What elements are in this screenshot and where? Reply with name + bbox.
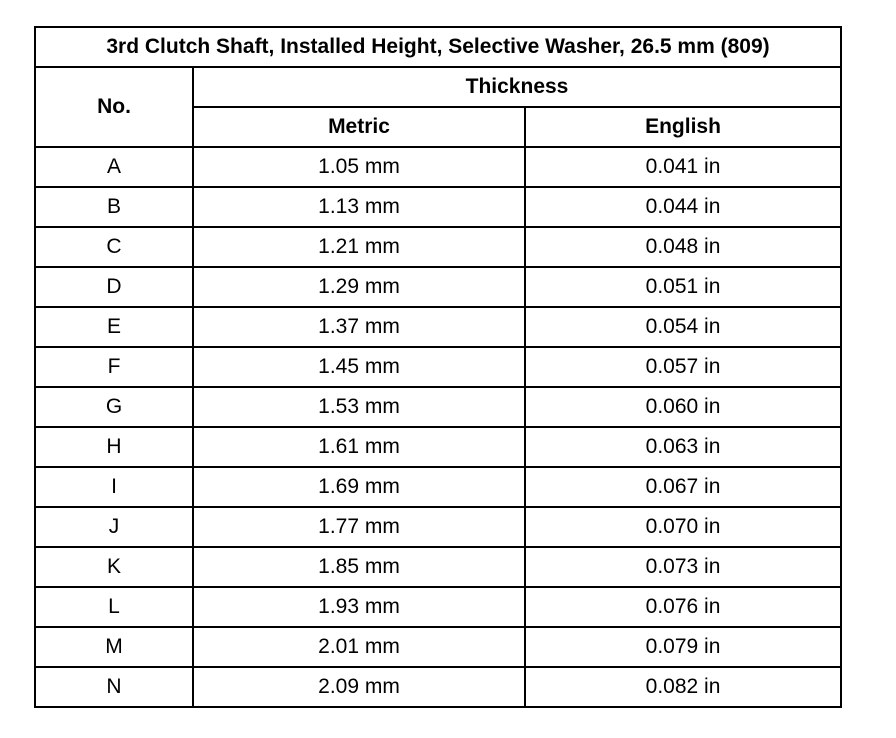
table-row	[35, 667, 841, 707]
row-english: 0.063 in	[525, 427, 841, 467]
row-english: 0.060 in	[525, 387, 841, 427]
table-row	[35, 307, 841, 347]
no-column-header: No.	[35, 67, 193, 147]
row-english: 0.057 in	[525, 347, 841, 387]
table-row	[35, 627, 841, 667]
row-english: 0.044 in	[525, 187, 841, 227]
thickness-group-header: Thickness	[193, 67, 841, 107]
row-english: 0.073 in	[525, 547, 841, 587]
row-no: M	[35, 627, 193, 667]
row-metric: 1.69 mm	[193, 467, 525, 507]
table-row	[35, 387, 841, 427]
row-metric: 1.05 mm	[193, 147, 525, 187]
table-row	[35, 547, 841, 587]
header-row-group	[35, 67, 841, 107]
row-english: 0.048 in	[525, 227, 841, 267]
table-row	[35, 347, 841, 387]
row-metric: 1.29 mm	[193, 267, 525, 307]
row-no: C	[35, 227, 193, 267]
row-metric: 1.61 mm	[193, 427, 525, 467]
row-metric: 1.93 mm	[193, 587, 525, 627]
table-row	[35, 467, 841, 507]
row-english: 0.082 in	[525, 667, 841, 707]
row-no: I	[35, 467, 193, 507]
row-no: G	[35, 387, 193, 427]
row-no: L	[35, 587, 193, 627]
row-no: E	[35, 307, 193, 347]
table-row	[35, 187, 841, 227]
table-row	[35, 587, 841, 627]
row-english: 0.076 in	[525, 587, 841, 627]
row-english: 0.051 in	[525, 267, 841, 307]
row-english: 0.067 in	[525, 467, 841, 507]
row-metric: 2.09 mm	[193, 667, 525, 707]
metric-column-header: Metric	[193, 107, 525, 147]
table-row	[35, 427, 841, 467]
row-no: N	[35, 667, 193, 707]
row-no: J	[35, 507, 193, 547]
row-english: 0.054 in	[525, 307, 841, 347]
row-metric: 1.77 mm	[193, 507, 525, 547]
row-english: 0.070 in	[525, 507, 841, 547]
row-metric: 1.45 mm	[193, 347, 525, 387]
row-metric: 1.53 mm	[193, 387, 525, 427]
english-column-header: English	[525, 107, 841, 147]
table-row	[35, 507, 841, 547]
table-row	[35, 267, 841, 307]
washer-spec-table	[34, 26, 842, 708]
row-no: H	[35, 427, 193, 467]
table-body	[35, 147, 841, 707]
row-no: D	[35, 267, 193, 307]
row-metric: 1.37 mm	[193, 307, 525, 347]
row-english: 0.041 in	[525, 147, 841, 187]
row-metric: 2.01 mm	[193, 627, 525, 667]
row-metric: 1.85 mm	[193, 547, 525, 587]
row-no: A	[35, 147, 193, 187]
table-row	[35, 227, 841, 267]
row-metric: 1.21 mm	[193, 227, 525, 267]
table-row	[35, 147, 841, 187]
table-title: 3rd Clutch Shaft, Installed Height, Selective Washer, 26.5 mm (809)	[35, 27, 841, 67]
row-no: F	[35, 347, 193, 387]
row-no: K	[35, 547, 193, 587]
row-english: 0.079 in	[525, 627, 841, 667]
row-no: B	[35, 187, 193, 227]
row-metric: 1.13 mm	[193, 187, 525, 227]
table-title-row	[35, 27, 841, 67]
